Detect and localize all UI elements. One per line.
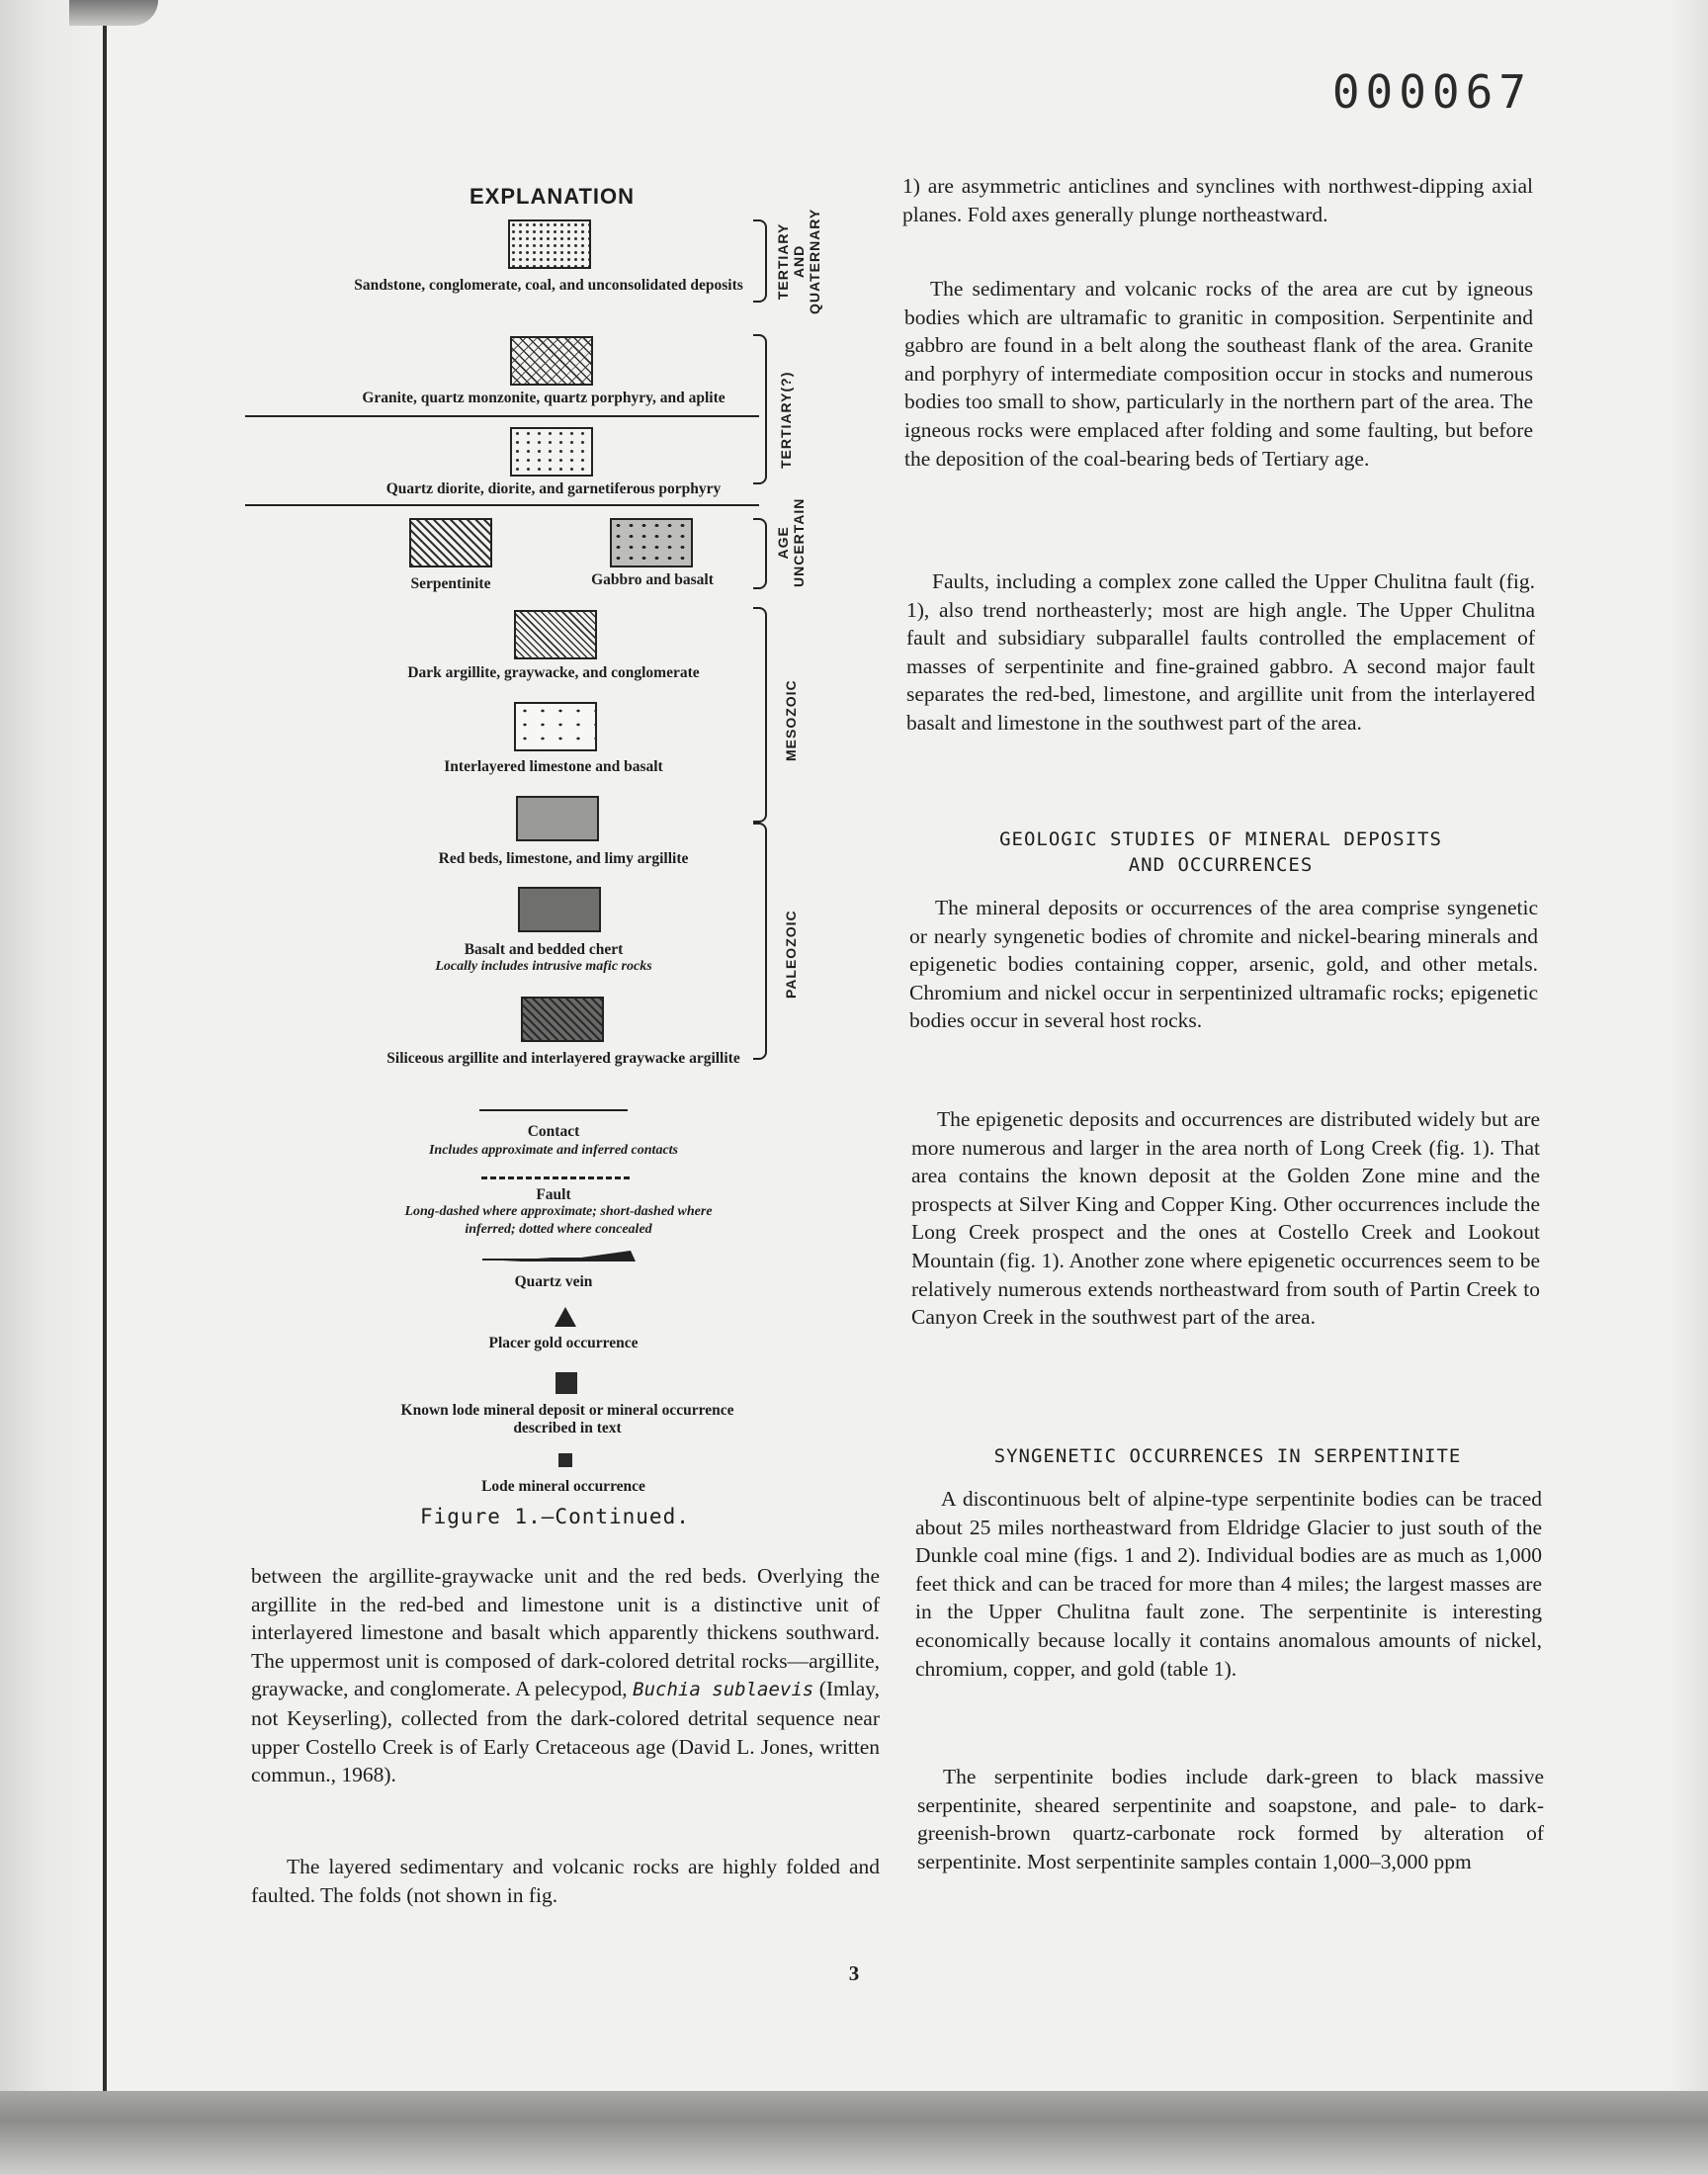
scan-margin-left [0, 0, 109, 2175]
label-basalt-chert: Basalt and bedded chert [464, 941, 624, 958]
label-known-lode-deposit: Known lode mineral deposit or mineral occurrence described in text [400, 1402, 734, 1436]
contact-line [479, 1109, 628, 1111]
left-paragraph-2: The layered sedimentary and volcanic rocks are highly folded and faulted. The folds (not shown in fig. [251, 1855, 880, 1907]
label-gabbro: Gabbro and basalt [591, 571, 714, 588]
known-lode-deposit-icon [555, 1372, 577, 1394]
legend-divider [245, 504, 759, 506]
document-number: 000067 [1331, 65, 1532, 119]
legend-title: EXPLANATION [470, 184, 636, 209]
label-siliceous-argillite: Siliceous argillite and interlayered graywacke argillite [386, 1050, 740, 1067]
swatch-quartz-diorite [510, 427, 593, 477]
section-heading-geologic-studies: GEOLOGIC STUDIES OF MINERAL DEPOSITS AND OCCURRENCES [999, 828, 1442, 876]
age-tertiary-q: TERTIARY(?) [778, 371, 794, 469]
label-placer-gold: Placer gold occurrence [488, 1335, 639, 1351]
swatch-gabbro [610, 518, 693, 567]
right-paragraph-3: Faults, including a complex zone called the Upper Chulitna fault (fig. 1), also trend northeasterly; most are high angle. The Upper Chulitna fault and subsidiary subparallel faults controlled the emplacement of masses of serpentinite and fine-grained gabbro. A second major fault separates the red-bed, limestone, and argillite unit from the interlayered basalt and limestone in the southwest part of the area. [906, 569, 1535, 735]
note-basalt-chert: Locally includes intrusive mafic rocks [435, 959, 652, 974]
brace-mesozoic [753, 607, 767, 823]
label-red-beds: Red beds, limestone, and limy argillite [438, 850, 689, 867]
brace-tertiary-q [753, 334, 767, 484]
label-serpentinite: Serpentinite [410, 575, 491, 592]
swatch-siliceous-argillite [521, 997, 604, 1042]
swatch-red-beds [516, 796, 599, 841]
scan-margin-right [1668, 0, 1708, 2175]
right-paragraph-6: A discontinuous belt of alpine-type serpentinite bodies can be traced about 25 miles northeastward from Eldridge Glacier to just south of the Dunkle coal mine (figs. 1 and 2). Individual bodies are as much as 1,000 feet thick and can be traced for more than 4 miles; the largest masses are in the Upper Chulitna fault zone. The serpentinite is interesting economically because locally it contains anomalous amounts of nickel, chromium, copper, and gold (table 1). [915, 1487, 1542, 1681]
label-quartz-vein: Quartz vein [514, 1273, 593, 1290]
label-lode-occurrence: Lode mineral occurrence [481, 1478, 645, 1495]
left-paragraph-1: between the argillite-graywacke unit and the red beds. Overlying the argillite in the red-bed and limestone unit is a distinctive unit of interlayered limestone and basalt which apparently thickens southward. The uppermost unit is composed of dark-colored detrital rocks—argillite, graywacke, and conglomerate. A pelecypod, Buchia sublaevis (Imlay, not Keyserling), collected from the dark-colored detrital sequence near upper Costello Creek is of Early Cretaceous age (David L. Jones, written commun., 1968). [251, 1564, 881, 1787]
note-fault: Long-dashed where approximate; short-dashed where inferred; dotted where concealed [404, 1204, 713, 1237]
brace-paleozoic [753, 823, 767, 1060]
right-paragraph-2: The sedimentary and volcanic rocks of the area are cut by igneous bodies which are ultramafic to granitic in composition. Serpentinite and gabbro are found in a belt along the southeast flank of the area. Granite and porphyry of intermediate composition occur in stocks and numerous bodies too small to show, particularly in the northern part of the area. The igneous rocks were emplaced after folding and some faulting, but before the deposition of the coal-bearing beds of Tertiary age. [904, 277, 1533, 471]
label-limestone-basalt: Interlayered limestone and basalt [444, 758, 663, 775]
brace-tertiary-quaternary [753, 219, 767, 303]
age-mesozoic: MESOZOIC [783, 679, 799, 761]
brace-age-uncertain [753, 518, 767, 589]
fault-line [481, 1176, 630, 1179]
page-number: 3 [848, 1961, 860, 1985]
lode-occurrence-icon [558, 1453, 572, 1467]
swatch-basalt-chert [518, 887, 601, 932]
scan-corner-shadow [69, 0, 158, 26]
species-name: Buchia sublaevis [633, 1679, 814, 1701]
label-contact: Contact [527, 1123, 580, 1140]
right-paragraph-5: The epigenetic deposits and occurrences are distributed widely but are more numerous and larger in the area north of Long Creek (fig. 1). That area contains the known deposit at the Golden Zone mine and the prospects at Silver King and Copper King. Other occurrences include the Long Creek prospect and the ones at Costello Creek and Lookout Mountain (fig. 1). Another zone where epigenetic occurrences seem to be relatively numerous extends northeastward from south of Partin Creek to Canyon Creek in the southwest part of the area. [911, 1107, 1540, 1330]
swatch-granite [510, 336, 593, 386]
placer-gold-icon [555, 1307, 576, 1327]
scan-bottom-edge [0, 2091, 1708, 2175]
quartz-vein-symbol [482, 1248, 640, 1265]
right-paragraph-1: 1) are asymmetric anticlines and synclines with northwest-dipping axial planes. Fold axes generally plunge northeastward. [902, 174, 1533, 226]
right-paragraph-7: The serpentinite bodies include dark-green to black massive serpentinite, sheared serpentinite and soapstone, and pale- to dark-greenish-brown quartz-carbonate rock formed by alteration of serpentinite. Most serpentinite samples contain 1,000–3,000 ppm [917, 1765, 1544, 1873]
swatch-limestone-basalt [514, 702, 597, 751]
label-fault: Fault [536, 1186, 571, 1203]
label-quartz-diorite: Quartz diorite, diorite, and garnetiferous porphyry [385, 480, 722, 497]
swatch-dark-argillite [514, 610, 597, 659]
label-dark-argillite: Dark argillite, graywacke, and conglomerate [407, 664, 700, 681]
legend-divider [245, 415, 759, 417]
age-uncertain: AGE UNCERTAIN [775, 497, 807, 587]
swatch-sandstone [508, 219, 591, 269]
binding-edge [103, 0, 107, 2175]
age-tertiary-quaternary: TERTIARY AND QUATERNARY [775, 208, 822, 314]
age-paleozoic: PALEOZOIC [783, 910, 799, 999]
swatch-serpentinite [409, 518, 492, 567]
figure-caption: Figure 1.—Continued. [420, 1505, 690, 1528]
label-sandstone: Sandstone, conglomerate, coal, and unconsolidated deposits [354, 277, 743, 294]
label-granite: Granite, quartz monzonite, quartz porphyry, and aplite [362, 390, 726, 406]
right-paragraph-4: The mineral deposits or occurrences of the area comprise syngenetic or nearly syngenetic bodies of chromite and nickel-bearing minerals and epigenetic bodies containing copper, arsenic, gold, and other metals. Chromium and nickel occur in serpentinized ultramafic rocks; epigenetic bodies occur in several host rocks. [909, 896, 1538, 1033]
section-heading-syngenetic: SYNGENETIC OCCURRENCES IN SERPENTINITE [993, 1445, 1462, 1467]
note-contact: Includes approximate and inferred contacts [428, 1143, 678, 1158]
